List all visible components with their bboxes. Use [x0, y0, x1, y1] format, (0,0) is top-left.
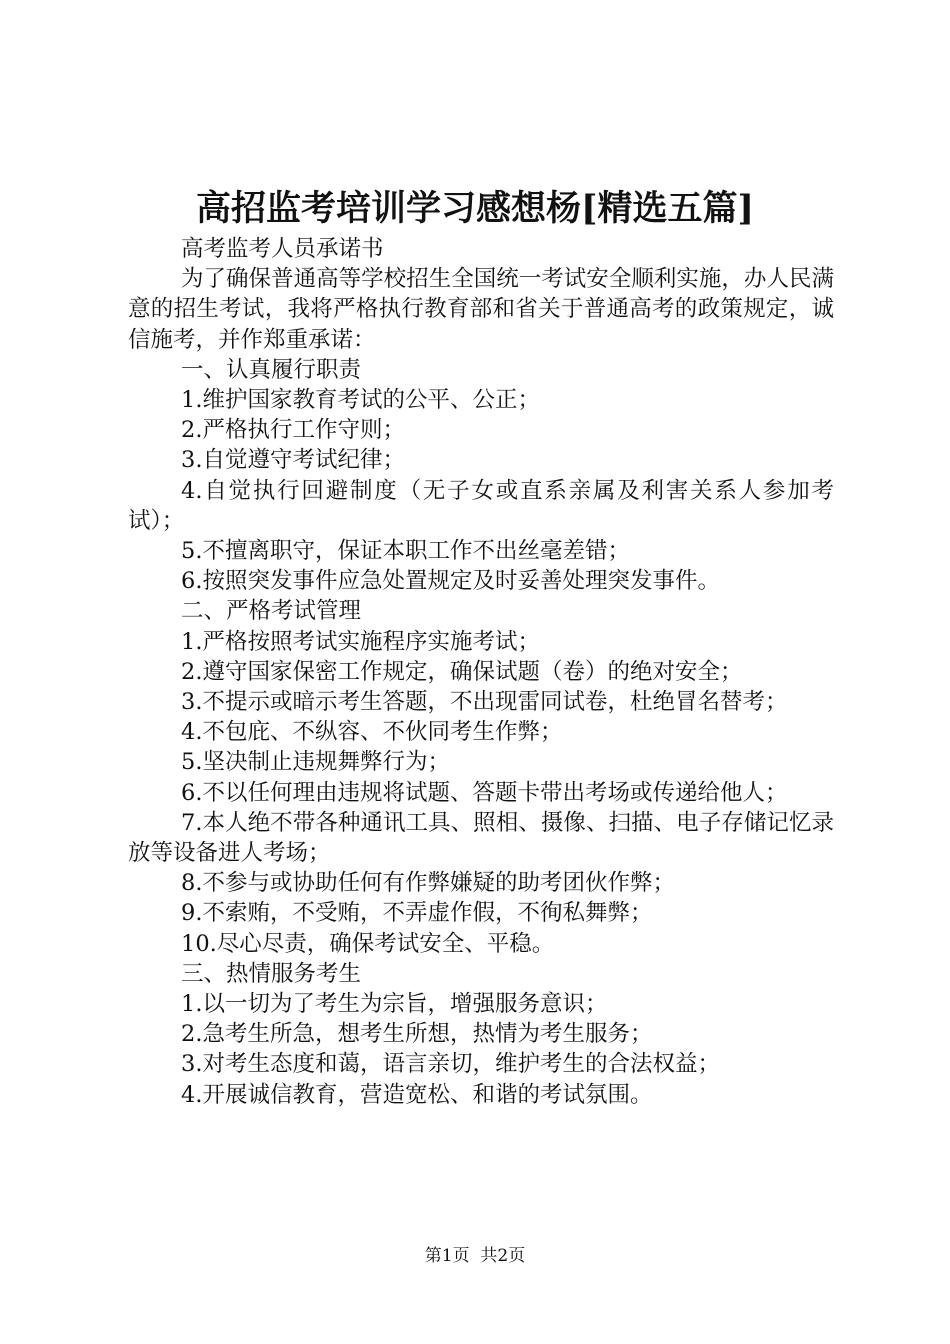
list-item: 1.以一切为了考生为宗旨，增强服务意识；: [181, 991, 608, 1018]
document-title: 高招监考培训学习感想杨[精选五篇]: [195, 188, 755, 229]
list-item: 10.尽心尽责，确保考试安全、平稳。: [181, 930, 555, 957]
list-item: 3.对考生态度和蔼，语言亲切，维护考生的合法权益；: [181, 1051, 720, 1078]
list-item: 5.坚决制止违规舞弊行为；: [181, 749, 450, 776]
list-item: 2.急考生所急，想考生所想，热情为考生服务；: [181, 1021, 653, 1048]
list-item: 1.严格按照考试实施程序实施考试；: [181, 628, 540, 655]
paragraph: 为了确保普通高等学校招生全国统一考试安全顺利实施，办人民满意的招生考试，我将严格执行教育部和省关于普通高考的政策规定，诚信施考，并作郑重承诺：: [128, 266, 834, 353]
list-item: 8.不参与或协助任何有作弊嫌疑的助考团伙作弊；: [181, 870, 675, 897]
list-item: 9.不索贿，不受贿，不弄虚作假，不徇私舞弊；: [181, 900, 653, 927]
list-item: 3.不提示或暗示考生答题，不出现雷同试卷，杜绝冒名替考；: [181, 689, 788, 716]
document-body: [128, 234, 834, 1110]
list-item: 3.自觉遵守考试纪律；: [181, 447, 405, 474]
list-item: 4.不包庇、不纵容、不伙同考生作弊；: [181, 719, 563, 746]
list-item: 4.自觉执行回避制度（无子女或直系亲属及利害关系人参加考试）；: [128, 477, 834, 534]
list-item: 2.遵守国家保密工作规定，确保试题（卷）的绝对安全；: [181, 658, 743, 685]
list-item: 7.本人绝不带各种通讯工具、照相、摄像、扫描、电子存储记忆录放等设备进人考场；: [128, 809, 834, 867]
list-item: 6.按照突发事件应急处置规定及时妥善处理突发事件。: [181, 568, 720, 595]
list-item: 4.开展诚信教育，营造宽松、和谐的考试氛围。: [181, 1081, 653, 1108]
list-item: 5.不擅离职守，保证本职工作不出丝毫差错；: [181, 538, 630, 565]
paragraph: 高考监考人员承诺书: [181, 236, 384, 262]
page-number: 第1页 共2页: [424, 1246, 526, 1266]
list-item: 6.不以任何理由违规将试题、答题卡带出考场或传递给他人；: [181, 779, 788, 806]
section-heading: 三、热情服务考生: [181, 960, 362, 987]
section-heading: 二、严格考试管理: [181, 598, 362, 625]
list-item: 1.维护国家教育考试的公平、公正；: [181, 387, 540, 414]
list-item: 2.严格执行工作守则；: [181, 417, 405, 444]
page-footer: [0, 1244, 950, 1268]
section-heading: 一、认真履行职责: [181, 356, 362, 383]
